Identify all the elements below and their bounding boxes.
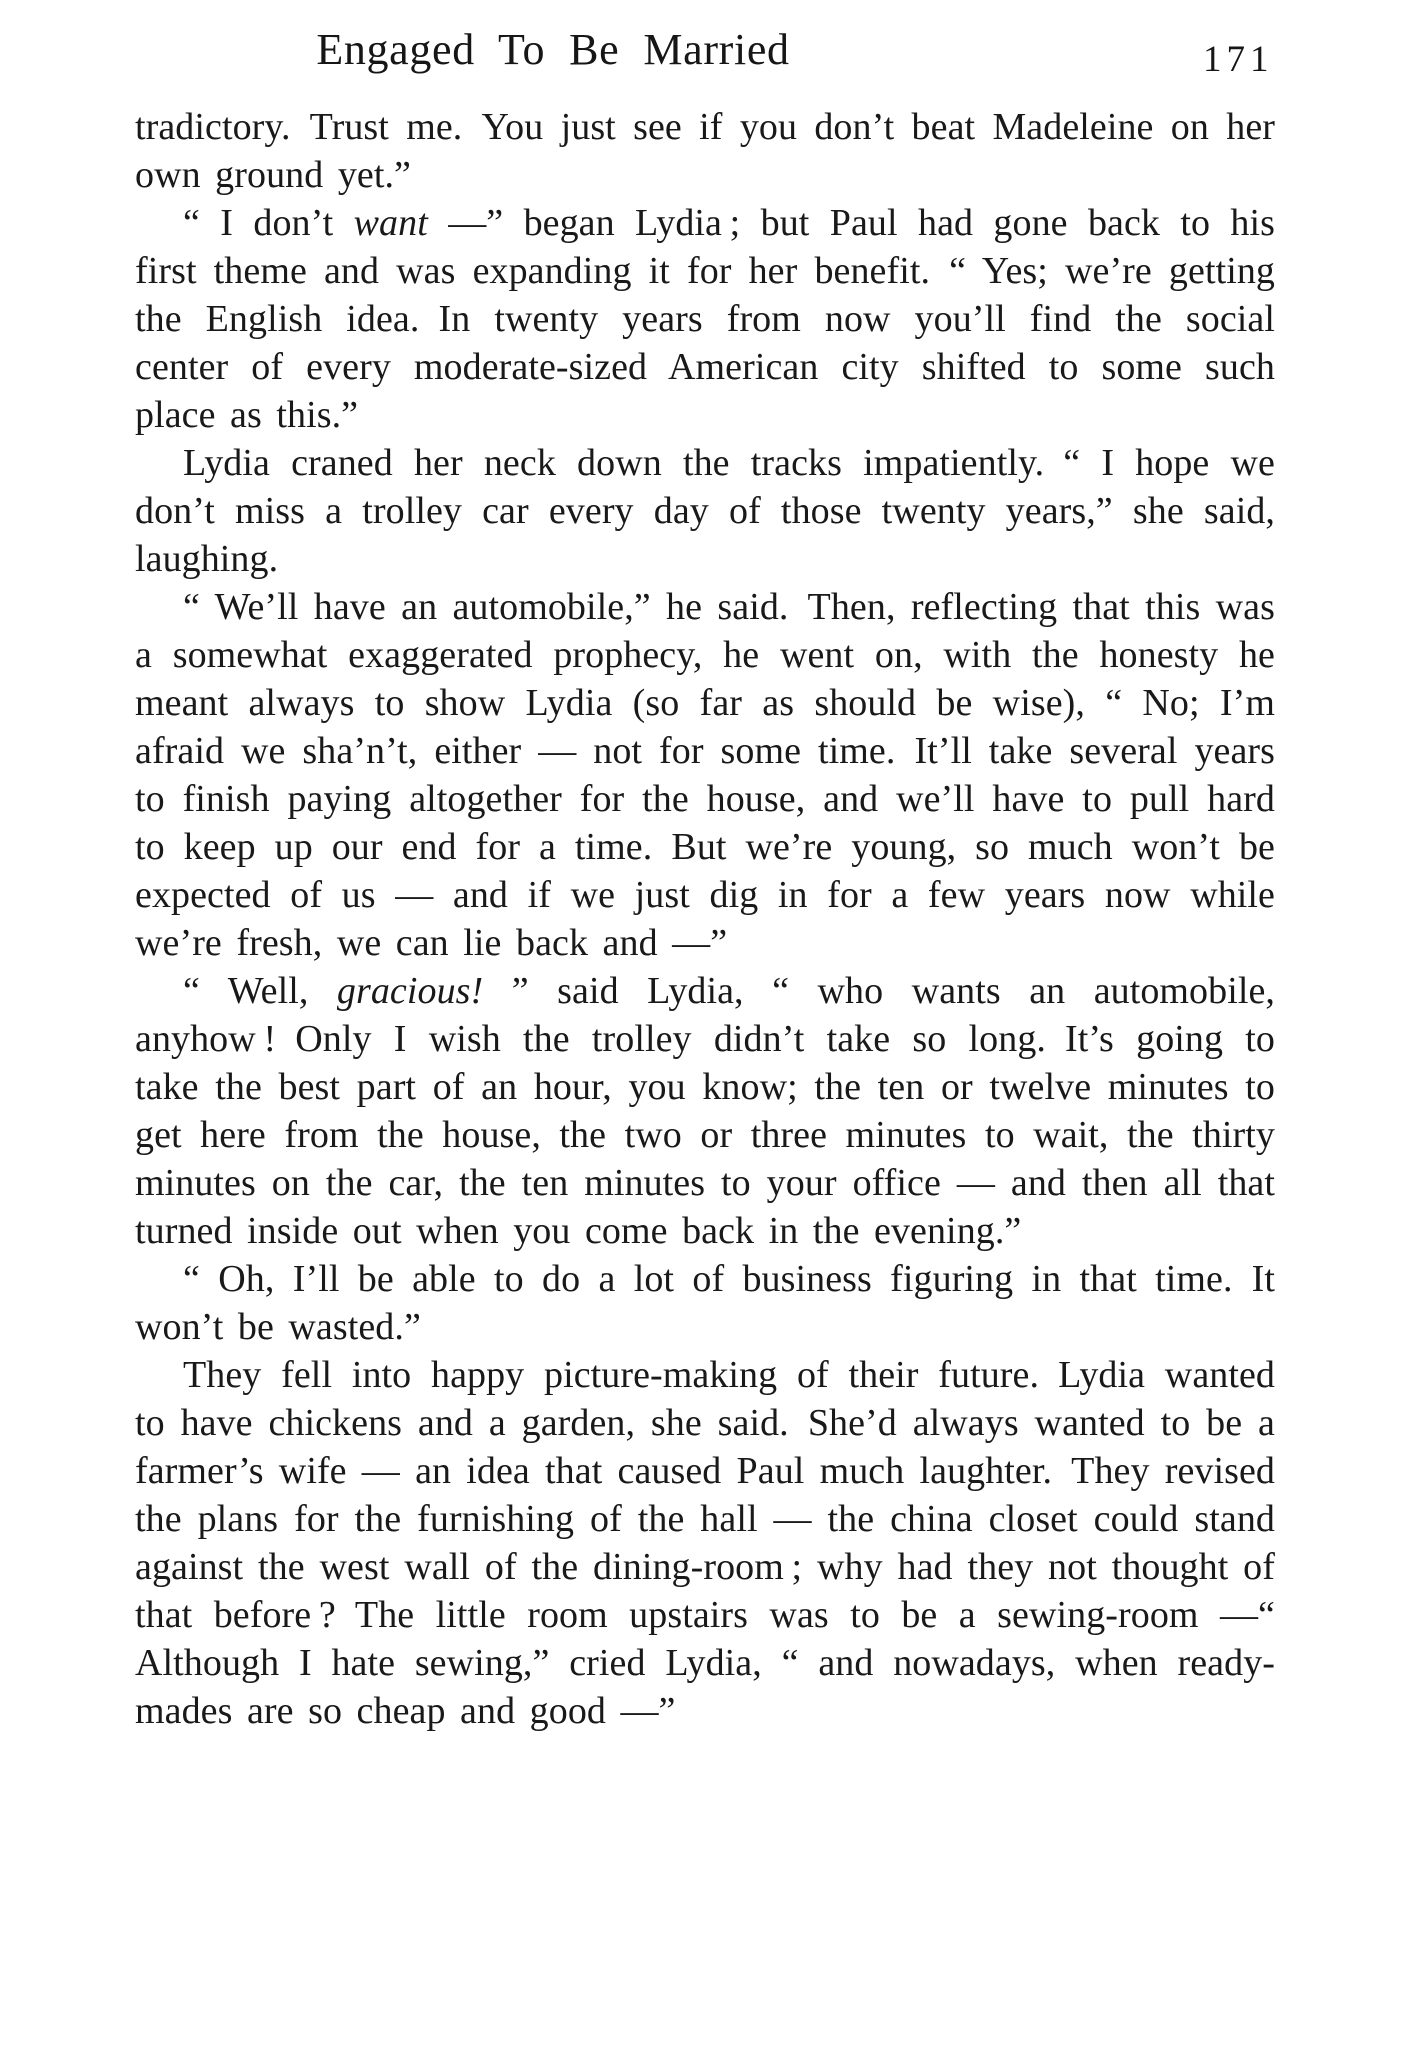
text-run: Lydia craned her neck down the tracks impatiently. “ I hope we don’t miss a trolley car every day of those twenty years,” she said, laughing.: [135, 442, 1275, 580]
text-run: They fell into happy picture-making of their future. Lydia wanted to have chickens and a garden, she said. She’d always wanted to be a farmer’s wife — an idea that caused Paul much laughter. They revised the plans for the furnishing of the hall — the china closet could stand against the west wall of the dining-room ; why had they not thought of that before ? The little room upstairs was to be a sewing-room —“ Although I hate sewing,” cried Lydia, “ and nowadays, when ready-mades are so cheap and good —”: [135, 1354, 1275, 1732]
italic-text-run: want: [353, 202, 428, 244]
paragraph: [135, 199, 1275, 439]
paragraph: [135, 439, 1275, 583]
text-run: “ I don’t: [183, 202, 354, 244]
text-run: “ Oh, I’ll be able to do a lot of business figuring in that time. It won’t be wasted.”: [135, 1258, 1275, 1348]
paragraph: [135, 583, 1275, 967]
paragraph: [135, 1351, 1275, 1735]
text-run: “ We’ll have an automobile,” he said. Then, reflecting that this was a somewhat exaggerated prophecy, he went on, with the honesty he meant always to show Lydia (so far as should be wise), “ No; I’m afraid we sha’n’t, either — not for some time. It’ll take several years to finish paying altogether for the house, and we’ll have to pull hard to keep up our end for a time. But we’re young, so much won’t be expected of us — and if we just dig in for a few years now while we’re fresh, we can lie back and —”: [135, 586, 1275, 964]
text-run: —” began Lydia ; but Paul had gone back to his first theme and was expanding it for her benefit. “ Yes; we’re getting the English idea. In twenty years from now you’ll find the social center of every moderate-sized American city shifted to some such place as this.”: [135, 202, 1275, 436]
text-run: tradictory. Trust me. You just see if you don’t beat Madeleine on her own ground yet.”: [135, 106, 1275, 196]
paragraph: [135, 1255, 1275, 1351]
running-header-title: Engaged To Be Married: [316, 25, 790, 74]
paragraph: [135, 103, 1275, 199]
text-run: “ Well,: [183, 970, 337, 1012]
page-text: [135, 103, 1275, 1735]
page-number: 171: [1203, 39, 1274, 80]
paragraph: [135, 967, 1275, 1255]
italic-text-run: gracious!: [336, 970, 484, 1012]
text-run: ” said Lydia, “ who wants an automobile, anyhow ! Only I wish the trolley didn’t take so long. It’s going to take the best part of an hour, you know; the ten or twelve minutes to get here from the house, the two or three minutes to wait, the thirty minutes on the car, the ten minutes to your office — and then all that turned inside out when you come back in the evening.”: [135, 970, 1275, 1252]
